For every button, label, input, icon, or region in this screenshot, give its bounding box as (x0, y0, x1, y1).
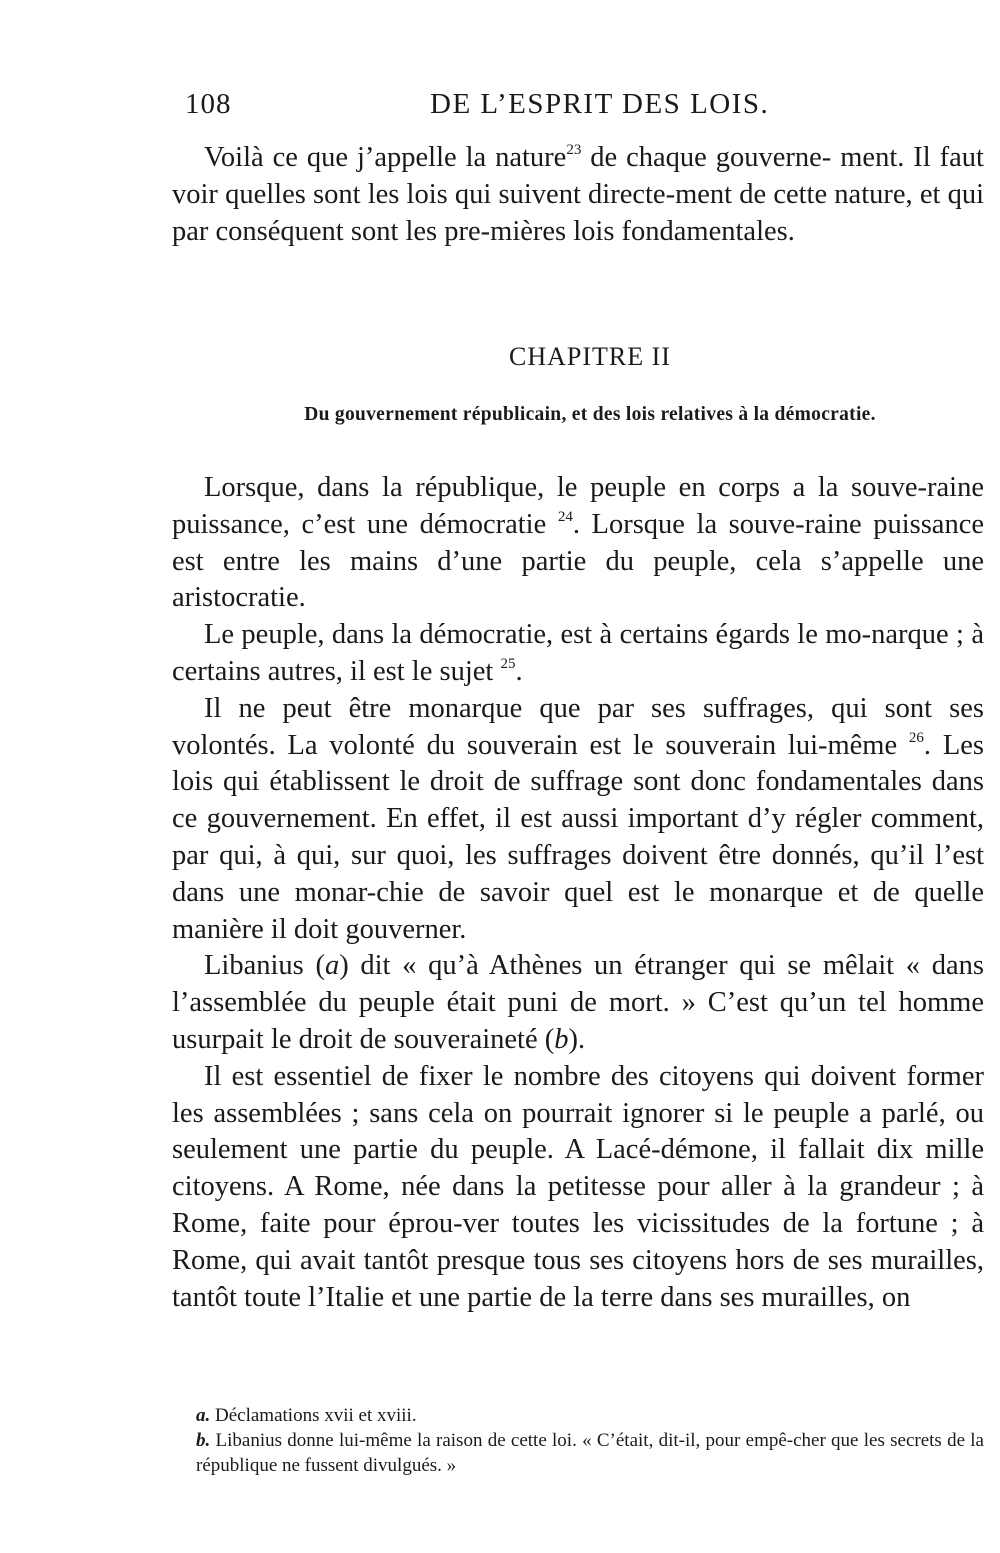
ref-24: 24 (557, 508, 573, 525)
chapter-body (172, 470, 984, 1316)
p2-text-a: Le peuple, dans la démocratie, est à certains égards le mo-narque ; à certains autres, il est le sujet (172, 619, 984, 687)
p4-text-c: ). (568, 1023, 586, 1055)
chapter-subtitle: Du gouvernement républicain, et des lois relatives à la démocratie. (304, 404, 876, 425)
intro-text-start: Voilà ce que j’appelle la nature (204, 142, 567, 173)
ref-b: b (554, 1023, 569, 1055)
p2-text-b: . (515, 655, 523, 687)
ref-26: 26 (908, 729, 924, 746)
p1-text-b: . Lorsque la souve-raine puissance est entre les mains d’une partie du peuple, cela s’appelle une aristocratie. (172, 508, 985, 614)
p3-text-a: Il ne peut être monarque que par ses suffrages, qui sont ses volontés. La volonté du souverain est le souverain lui-même (172, 692, 984, 761)
intro-text-rest: ment. Il faut voir quelles sont les lois qui suivent directe-ment de cette nature, et qui par conséquent sont les pre-mières lois fondamentales. (172, 142, 984, 247)
paragraph-1 (172, 470, 984, 617)
p4-text-b: ) dit « qu’à Athènes un étranger qui se mêlait « dans l’assemblée du peuple était puni de mort. » C’est qu’un tel homme usurpait le droit de souveraineté ( (172, 950, 984, 1055)
footnote-a-text: Déclamations xvii et xviii. (215, 1405, 417, 1426)
ref-25: 25 (500, 655, 516, 672)
intro-text-line1-end: de chaque gouverne- (590, 142, 832, 173)
footnote-b-text: Libanius donne lui-même la raison de cette loi. « C’était, dit-il, pour empê-cher que les secrets de la république ne fussent divulgués. » (196, 1430, 984, 1476)
p3-text-b: . Les lois qui établissent le droit de suffrage sont donc fondamentales dans ce gouvernement. En effet, il est aussi important d’y régler comment, par qui, à qui, sur quoi, les suffrages doivent être donnés, qu’il l’est dans une monar-chie de savoir quel est le monarque et de quelle manière il doit gouverner. (172, 729, 984, 945)
footnote-b-label: b. (196, 1430, 211, 1451)
page-number: 108 (185, 88, 232, 120)
intro-paragraph (172, 140, 984, 250)
paragraph-2 (172, 617, 984, 691)
chapter-title: CHAPITRE II (509, 342, 671, 371)
running-title: DE L’ESPRIT DES LOIS. (430, 88, 770, 120)
footnotes (172, 1403, 984, 1478)
ref-a: a (324, 950, 340, 982)
p4-text-a: Libanius ( (204, 950, 325, 982)
running-header (185, 88, 985, 128)
p1-text-a: Lorsque, dans la république, le peuple en corps a la souve-raine puissance, c’est une démocratie (172, 472, 984, 540)
paragraph-4 (172, 948, 984, 1058)
footnote-a-label: a. (196, 1405, 211, 1426)
ref-23: 23 (566, 142, 582, 158)
paragraph-3 (172, 691, 984, 949)
paragraph-5: Il est essentiel de fixer le nombre des citoyens qui doivent former les assemblées ; sans cela on pourrait ignorer si le peuple a parlé, ou seulement une partie du peuple. A Lacé-démone, il fallait dix mille citoyens. A Rome, née dans la petitesse pour aller à la grandeur ; à Rome, faite pour éprou-ver toutes les vicissitudes de la fortune ; à Rome, qui avait tantôt presque tous ses citoyens hors de ses murailles, tantôt toute l’Italie et une partie de la terre dans ses murailles, on (172, 1060, 984, 1313)
footnote-a (172, 1403, 984, 1428)
footnote-b (172, 1428, 984, 1478)
